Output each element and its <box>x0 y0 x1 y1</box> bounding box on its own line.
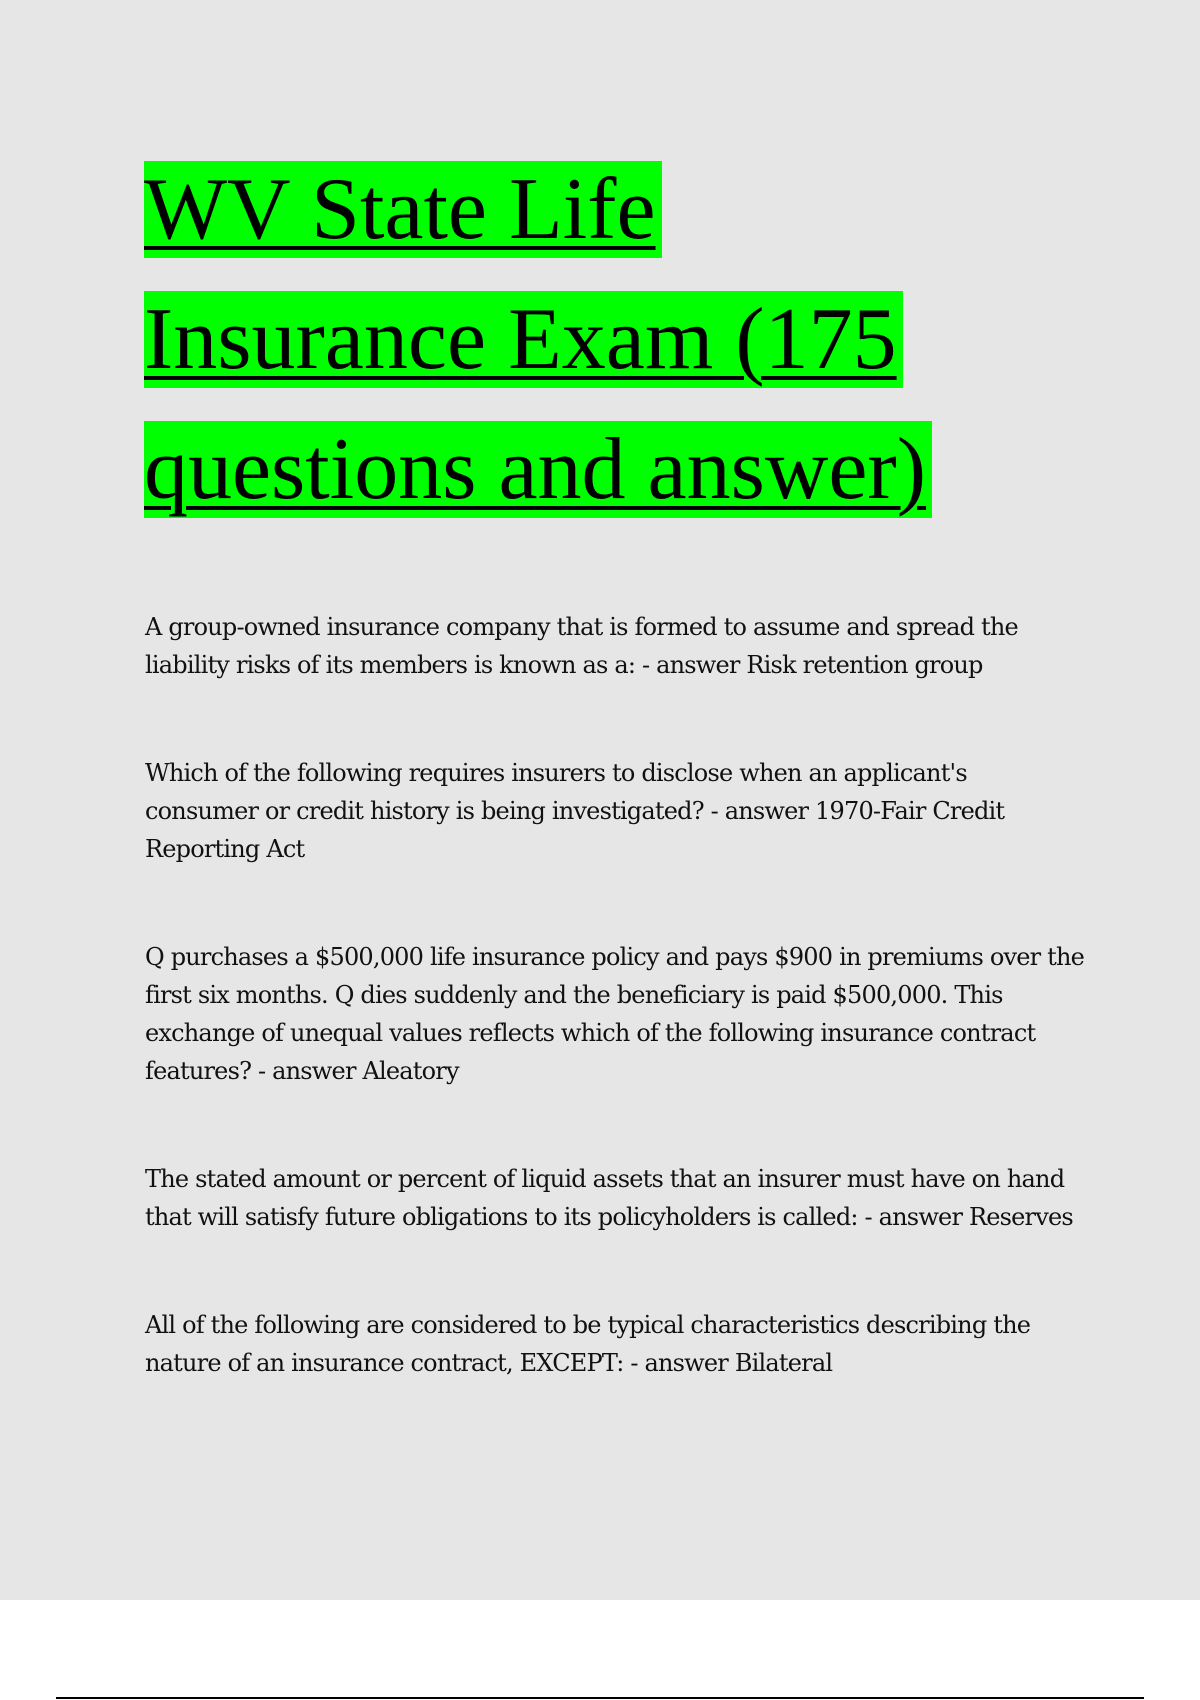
qa-list <box>145 608 1085 1382</box>
qa-item-3: Q purchases a $500,000 life insurance policy and pays $900 in premiums over the first six months. Q dies suddenly and the beneficiary is paid $500,000. This exchange of unequal values reflects which of the following insurance contract features? - answer Aleatory <box>145 943 1085 1085</box>
footer-divider <box>56 1697 1144 1699</box>
title-line-2 <box>144 275 1084 405</box>
qa-item-2: Which of the following requires insurers to disclose when an applicant's consumer or credit history is being investigated? - answer 1970-Fair Credit Reporting Act <box>145 759 1005 863</box>
document-title <box>144 145 1084 535</box>
title-line-1-text: WV State Life <box>144 161 662 258</box>
title-line-2-text: Insurance Exam (175 <box>144 291 903 388</box>
qa-item-4: The stated amount or percent of liquid assets that an insurer must have on hand that will satisfy future obligations to its policyholders is called: - answer Reserves <box>145 1165 1073 1231</box>
qa-item-1: A group-owned insurance company that is formed to assume and spread the liability risks of its members is known as a: - answer Risk retention group <box>145 613 1018 679</box>
qa-item-5: All of the following are considered to be typical characteristics describing the nature of an insurance contract, EXCEPT: - answer Bilateral <box>145 1311 1031 1377</box>
title-line-3 <box>144 405 1084 535</box>
title-line-3-text: questions and answer) <box>144 421 932 518</box>
title-line-1 <box>144 145 1084 275</box>
